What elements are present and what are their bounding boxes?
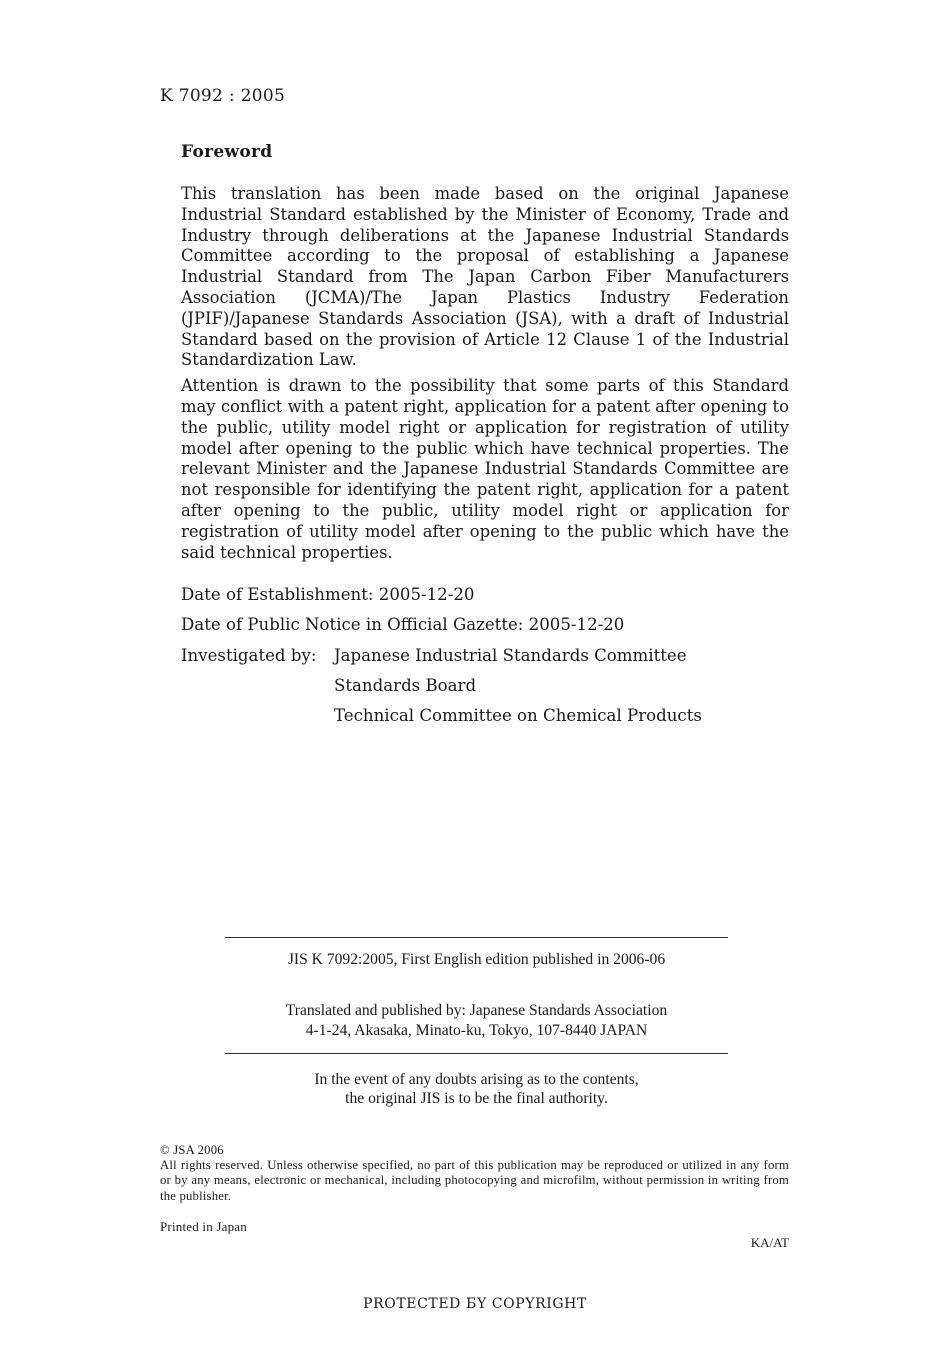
- authority-line: In the event of any doubts arising as to the contents,: [314, 1071, 639, 1088]
- investigator: Japanese Industrial Standards Committee: [334, 645, 687, 665]
- rights-statement: All rights reserved. Unless otherwise specified, no part of this publication may be reproduced or utilized in any form or by any means, electronic or mechanical, including photocopying and microfilm, without permission in writing from the publisher.: [160, 1158, 789, 1203]
- top-rule: [225, 937, 728, 938]
- establishment-info: [181, 580, 702, 731]
- catalog-code: KA/AT: [750, 1235, 789, 1250]
- investigated-by-label: Investigated by:: [181, 645, 317, 665]
- translated-by: Translated and published by: Japanese Standards Association: [285, 1002, 668, 1019]
- copyright-notice: © JSA 2006: [160, 1143, 224, 1157]
- edition-line: JIS K 7092:2005, First English edition published in 2006-06: [287, 951, 666, 968]
- copyright-block: [160, 1143, 789, 1204]
- investigated-by-row: [181, 641, 702, 671]
- document-code: K 7092 : 2005: [160, 86, 286, 106]
- foreword-section: [181, 142, 789, 568]
- investigator: Technical Committee on Chemical Products: [334, 706, 702, 726]
- foreword-paragraph: This translation has been made based on the original Japanese Industrial Standard established by the Minister of Economy, Trade and Industry through deliberations at the Japanese Industrial Standards Committee according to the proposal of establishing a Japanese Industrial Standard from The Japan Carbon Fiber Manufacturers Association (JCMA)/The Japan Plastics Industry Federation (JPIF)/Japanese Standards Association (JSA), with a draft of Industrial Standard based on the provision of Article 12 Clause 1 of the Industrial Standardization Law.: [181, 184, 789, 370]
- investigator: Standards Board: [334, 675, 477, 695]
- date-of-establishment: Date of Establishment: 2005-12-20: [181, 585, 475, 604]
- authority-note: [225, 1070, 728, 1108]
- protected-footer: PROTECTED БY COPYRIGHT: [363, 1296, 587, 1312]
- publisher-address: 4-1-24, Akasaka, Minato-ku, Tokyo, 107-8440 JAPAN: [305, 1022, 648, 1039]
- authority-line: the original JIS is to be the final authority.: [345, 1090, 608, 1107]
- printed-in: Printed in Japan: [160, 1219, 247, 1234]
- foreword-paragraph: Attention is drawn to the possibility that some parts of this Standard may conflict with a patent right, application for a patent after opening to the public, utility model right or application for registration of utility model after opening to the public which have technical properties. The relevant Minister and the Japanese Industrial Standards Committee are not responsible for identifying the patent right, application for a patent after opening to the public, utility model right or application for registration of utility model after opening to the public which have the said technical properties.: [181, 376, 789, 562]
- date-of-public-notice: Date of Public Notice in Official Gazette: 2005-12-20: [181, 615, 625, 635]
- foreword-heading: Foreword: [181, 142, 273, 162]
- publisher-block: [225, 1001, 728, 1053]
- bottom-rule: [225, 1053, 728, 1054]
- publication-info: [225, 937, 728, 1108]
